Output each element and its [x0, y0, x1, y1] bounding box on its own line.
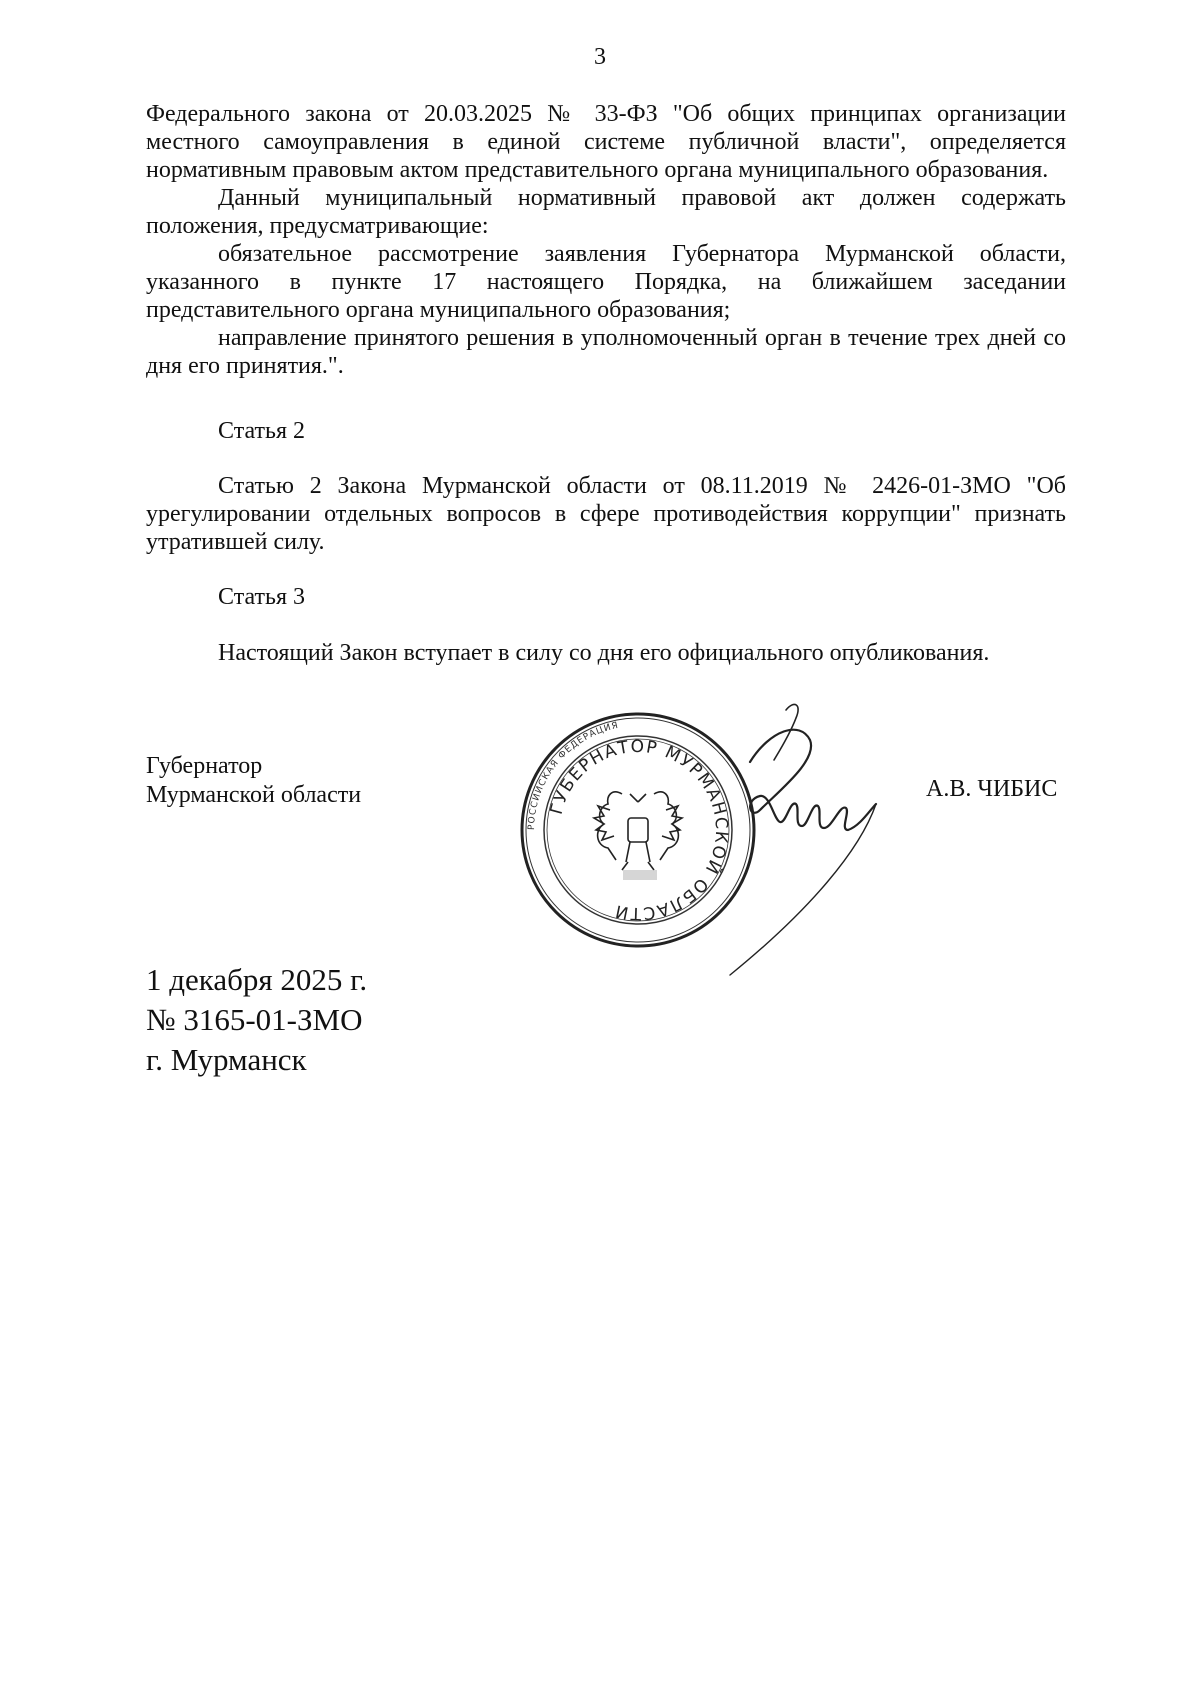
paragraph: направление принятого решения в уполномоченный орган в течение трех дней со дня его принятия.". [146, 325, 1066, 379]
signer-title-line: Мурманской области [146, 782, 362, 808]
signing-date: 1 декабря 2025 г. [146, 962, 368, 997]
article-3-text: Настоящий Закон вступает в силу со дня его официального опубликования. [218, 640, 990, 666]
seal-outer-text: РОССИЙСКАЯ ФЕДЕРАЦИЯ [526, 720, 620, 831]
article-2-text: Статью 2 Закона Мурманской области от 08.11.2019 № 2426-01-ЗМО "Об урегулировании отдельных вопросов в сфере противодействия коррупции" признать утратившей силу. [146, 473, 1066, 555]
page-number: 3 [594, 44, 606, 70]
document-body [146, 100, 1066, 380]
signer-title-line: Губернатор [146, 753, 263, 779]
signer-title [146, 752, 361, 810]
paragraph: Данный муниципальный нормативный правовой акт должен содержать положения, предусматривающие: [146, 185, 1066, 239]
article-3-heading: Статья 3 [218, 584, 305, 610]
paragraph: Федерального закона от 20.03.2025 № 33-ФЗ "Об общих принципах организации местного самоуправления в единой системе публичной власти", определяется нормативным правовым актом представительного органа муниципального образования. [146, 101, 1066, 183]
seal-inner-text: ГУБЕРНАТОР МУРМАНСКОЙ ОБЛАСТИ [546, 736, 732, 924]
signer-name: А.В. ЧИБИС [926, 776, 1058, 802]
paragraph: обязательное рассмотрение заявления Губернатора Мурманской области, указанного в пункте 17 настоящего Порядка, на ближайшем заседании представительного органа муниципального образования; [146, 241, 1066, 323]
signing-city: г. Мурманск [146, 1042, 307, 1077]
eagle-emblem-icon [594, 792, 682, 870]
footer-block [146, 960, 367, 1080]
article-2-heading: Статья 2 [218, 418, 305, 444]
law-number: № 3165-01-ЗМО [146, 1002, 363, 1037]
handwritten-signature-icon [690, 700, 920, 980]
